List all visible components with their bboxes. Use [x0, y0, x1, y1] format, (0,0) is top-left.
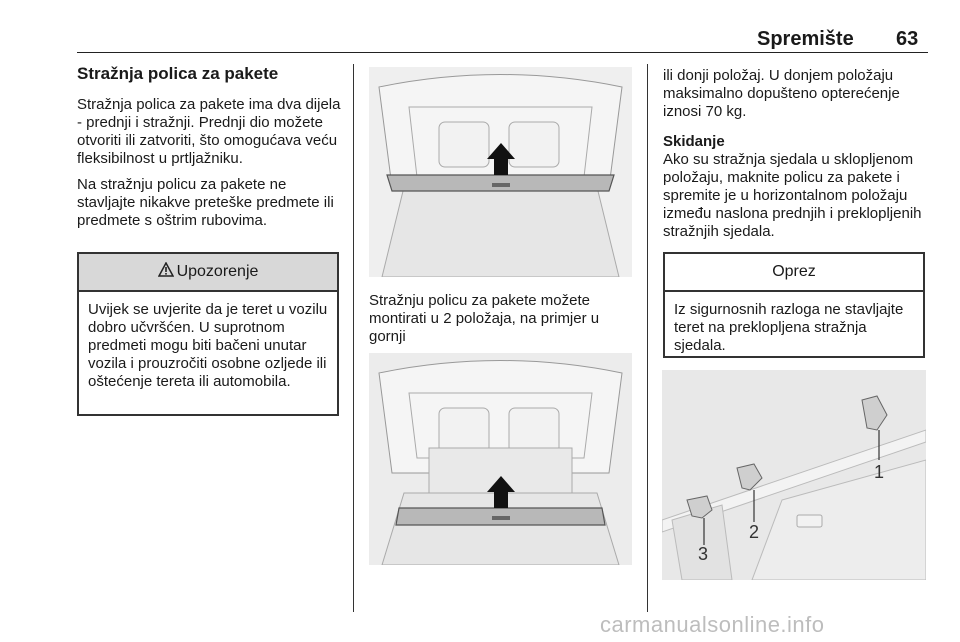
page-header-title: Spremište [757, 28, 854, 50]
section-heading: Stražnja polica za pakete [77, 64, 279, 83]
removal-section [663, 133, 929, 241]
caution-body: Iz sigurnosnih razloga ne stavljajte teret na preklopljena stražnja sjedala. [674, 301, 904, 354]
warning-title: Upozorenje [176, 263, 259, 280]
header-rule [77, 52, 928, 53]
figure-label-1: 1 [874, 462, 885, 482]
left-column-text [77, 96, 342, 238]
warning-box [77, 252, 339, 416]
page-number: 63 [896, 28, 919, 50]
removal-heading: Skidanje [663, 133, 725, 150]
figure-shelf-upper-position [369, 67, 632, 277]
paragraph-lower-position: ili donji položaj. U donjem položaju maksimalno dopušteno opterećenje iznosi 70 kg. [663, 67, 900, 120]
paragraph-intro: Stražnja polica za pakete ima dva dijela - prednji i stražnji. Prednji dio možete otvoriti ili zatvoriti, što omogućava veću fleksibilnost u prtljažniku. [77, 96, 341, 167]
removal-text: Ako su stražnja sjedala u sklopljenom položaju, maknite policu za pakete i spremite je u horizontalnom položaju između naslona prednjih i preklopljenih stražnjih sjedala. [663, 151, 922, 240]
warning-box-header [79, 254, 337, 292]
figure-label-3: 3 [698, 544, 709, 564]
middle-column-text: Stražnju policu za pakete možete montirati u 2 položaja, na primjer u gornji [369, 292, 600, 345]
caution-title: Oprez [772, 263, 816, 280]
paragraph-heavy-items: Na stražnju policu za pakete ne stavljajte nikakve preteške predmete ili predmete s oštrim rubovima. [77, 176, 334, 229]
right-column-text [663, 67, 929, 249]
figure-mounting-points [662, 370, 926, 580]
figure-label-2: 2 [749, 522, 760, 542]
column-divider-left [353, 64, 354, 612]
caution-box-header [665, 254, 923, 292]
column-divider-right [647, 64, 648, 612]
warning-body: Uvijek se uvjerite da je teret u vozilu dobro učvršćen. U suprotnom predmeti mogu biti bačeni unutar vozila i prouzročiti osobne ozljede ili oštećenje tereta ili automobila. [88, 301, 328, 390]
watermark: carmanualsonline.info [600, 612, 825, 637]
warning-triangle-icon [158, 262, 174, 282]
figure-shelf-lower-position [369, 353, 632, 565]
caution-box [663, 252, 925, 358]
